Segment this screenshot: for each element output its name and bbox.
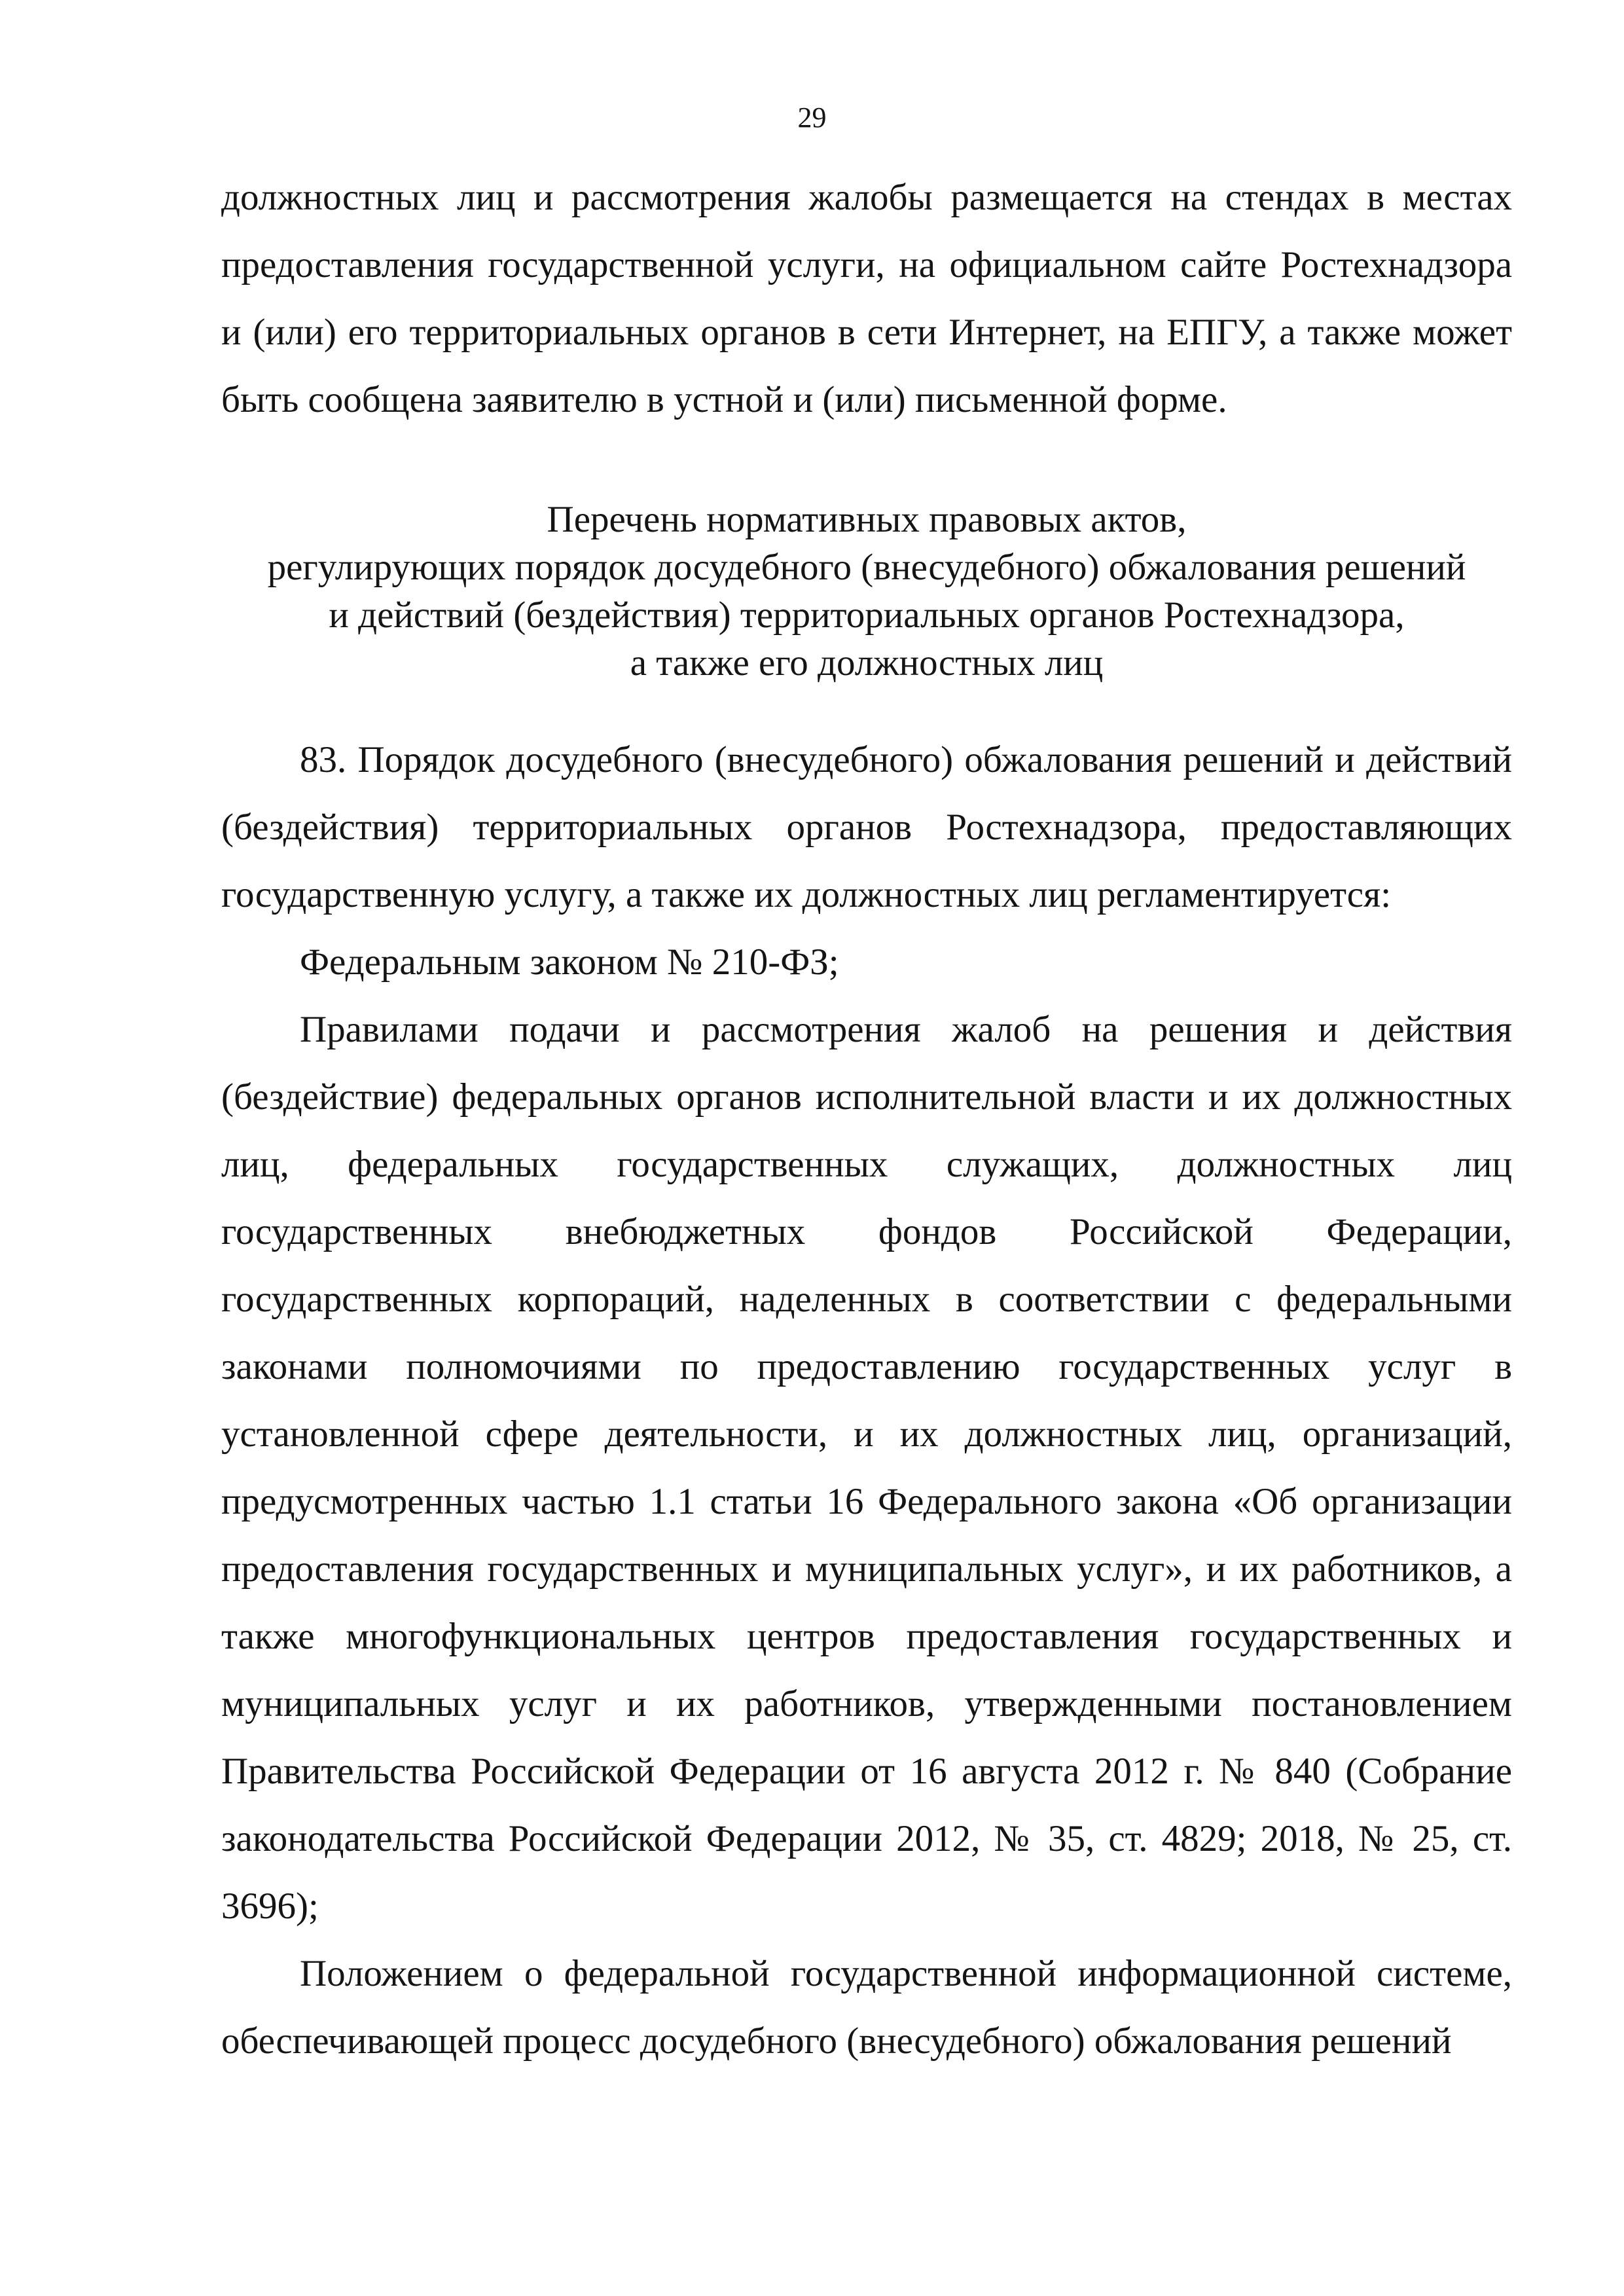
paragraph-regulation: Положением о федеральной государственной информационной системе, обеспечивающей процесс досудебного (внесудебного) обжалования решений xyxy=(221,1953,1512,2062)
paragraph-complaint-rules: Правилами подачи и рассмотрения жалоб на решения и действия (бездействие) федеральных органов исполнительной власти и их должностных лиц, федеральных государственных служащих, должностных лиц государственных внебюджетных фондов Российской Федерации, государственных корпораций, наделенных в соответствии с федеральными законами полномочиями по предоставлению государственных услуг в установленной сфере деятельности, и их должностных лиц, организаций, предусмотренных частью 1.1 статьи 16 Федерального закона «Об организации предоставления государственных и муниципальных услуг», и их работников, а также многофункциональных центров предоставления государственных и муниципальных услуг и их работников, утвержденными постановлением Правительства Российской Федерации от 16 августа 2012 г. № 840 (Собрание законодательства Российской Федерации 2012, № 35, ст. 4829; 2018, № 25, ст. 3696); xyxy=(221,1009,1512,1927)
paragraph-83: 83. Порядок досудебного (внесудебного) обжалования решений и действий (бездействия) территориальных органов Ростехнадзора, предоставляющих государственную услугу, а также их должностных лиц регламентируется: xyxy=(221,739,1512,915)
paragraph-continuation: должностных лиц и рассмотрения жалобы размещается на стендах в местах предоставления государственной услуги, на официальном сайте Ростехнадзора и (или) его территориальных органов в сети Интернет, на ЕПГУ, а также может быть сообщена заявителю в устной и (или) письменной форме. xyxy=(221,177,1512,420)
section-heading xyxy=(221,496,1512,687)
heading-line: регулирующих порядок досудебного (внесудебного) обжалования решений xyxy=(267,547,1466,588)
page-number: 29 xyxy=(797,101,827,134)
heading-line: и действий (бездействия) территориальных органов Ростехнадзора, xyxy=(329,594,1405,636)
heading-line: а также его должностных лиц xyxy=(630,642,1104,683)
paragraph-federal-law: Федеральным законом № 210-ФЗ; xyxy=(300,941,839,983)
document-body xyxy=(221,164,1512,2075)
heading-line: Перечень нормативных правовых актов, xyxy=(547,499,1187,540)
